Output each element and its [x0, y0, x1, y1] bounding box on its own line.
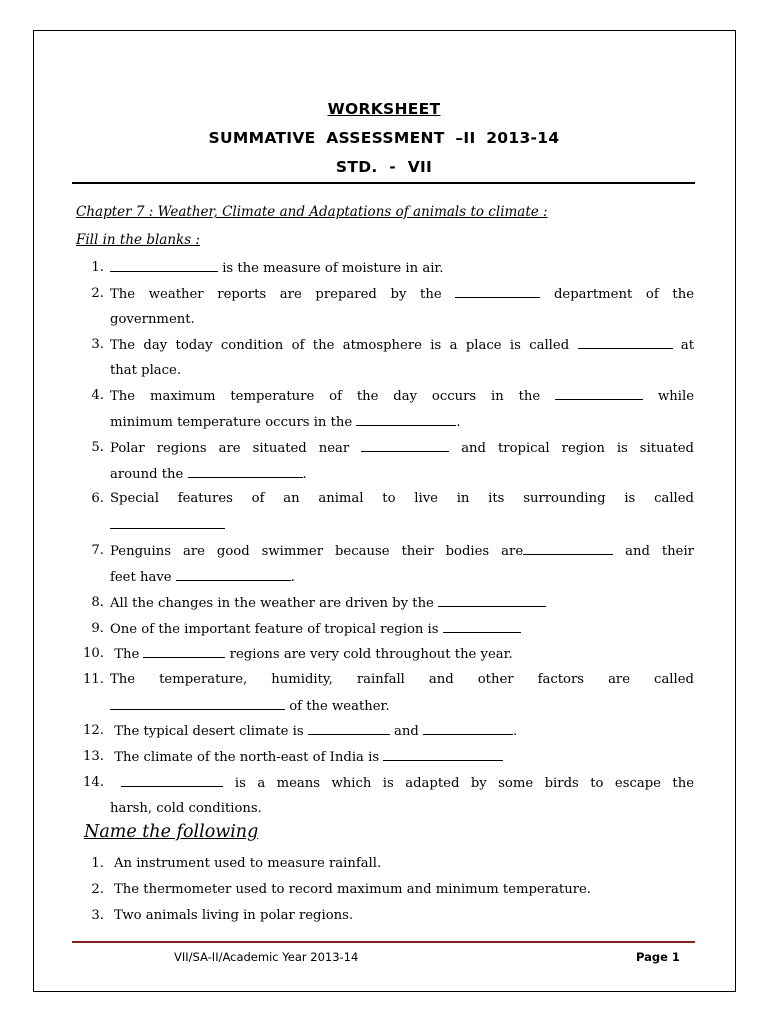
question-text	[110, 697, 390, 716]
answer-blank[interactable]	[361, 439, 449, 452]
name-item-text: An instrument used to measure rainfall.	[114, 856, 382, 871]
question-text	[110, 568, 295, 587]
chapter-heading: Chapter 7 : Weather, Climate and Adaptations of animals to climate :	[76, 204, 548, 220]
name-item-text: Two animals living in polar regions.	[114, 908, 354, 923]
question-number: 10.	[83, 646, 104, 661]
question-fragment: The temperature, humidity, rainfall and other factors are called	[110, 672, 694, 687]
question-number: 2.	[91, 286, 104, 301]
answer-blank[interactable]	[455, 285, 540, 298]
question-fragment: The maximum temperature of the day occurs in the	[110, 389, 556, 404]
question-fragment: The	[110, 647, 144, 662]
question-text	[110, 387, 694, 406]
question-fragment: department of the	[540, 287, 694, 302]
question-number: 3.	[91, 337, 104, 352]
question-number: 9.	[91, 621, 104, 636]
question-fragment	[110, 776, 121, 791]
footer-divider	[72, 941, 695, 943]
question-text	[110, 413, 461, 432]
question-fragment: regions are very cold throughout the year.	[225, 647, 513, 662]
question-number: 11.	[83, 672, 104, 687]
answer-blank[interactable]	[423, 722, 513, 735]
question-text	[110, 516, 225, 535]
question-text	[110, 490, 694, 508]
question-text	[110, 620, 694, 639]
question-number: 8.	[91, 595, 104, 610]
question-text	[110, 645, 694, 664]
question-fragment: and tropical region is situated	[449, 441, 694, 456]
question-fragment: and their	[613, 544, 694, 559]
question-fragment: while	[643, 389, 694, 404]
answer-blank[interactable]	[143, 645, 225, 658]
question-text	[110, 259, 694, 278]
question-text	[110, 439, 694, 458]
question-fragment: One of the important feature of tropical region is	[110, 622, 443, 637]
answer-blank[interactable]	[110, 697, 285, 710]
page-subtitle: SUMMATIVE ASSESSMENT –II 2013-14	[208, 129, 560, 147]
answer-blank[interactable]	[110, 516, 225, 529]
question-number: 12.	[83, 723, 104, 738]
question-fragment: All the changes in the weather are driven by the	[110, 596, 439, 611]
question-fragment: Special features of an animal to live in its surrounding is called	[110, 491, 694, 506]
std-label: STD. - VII	[335, 158, 433, 176]
section-name-following: Name the following	[84, 822, 259, 842]
question-fragment: .	[302, 467, 307, 482]
question-text	[110, 311, 195, 329]
question-fragment: Polar regions are situated near	[110, 441, 362, 456]
header-divider	[72, 182, 695, 184]
question-number: 4.	[91, 388, 104, 403]
question-fragment: at	[672, 338, 695, 353]
question-text	[110, 722, 694, 741]
question-fragment: The typical desert climate is	[110, 724, 308, 739]
question-text	[110, 594, 694, 613]
question-text	[110, 362, 181, 380]
footer-left: VII/SA-II/Academic Year 2013-14	[174, 950, 359, 964]
name-item-number: 1.	[91, 856, 104, 871]
question-text	[110, 465, 307, 484]
question-fragment: government.	[110, 312, 195, 327]
question-fragment: .	[513, 724, 518, 739]
question-text	[110, 671, 694, 689]
question-number: 1.	[91, 260, 104, 275]
question-fragment: Penguins are good swimmer because their bodies are	[110, 544, 524, 559]
question-fragment: The weather reports are prepared by the	[110, 287, 456, 302]
question-text	[110, 748, 694, 767]
answer-blank[interactable]	[578, 336, 673, 349]
question-number: 13.	[83, 749, 104, 764]
section-fill-blanks: Fill in the blanks :	[76, 232, 200, 248]
question-fragment: .	[290, 570, 295, 585]
question-fragment: of the weather.	[285, 699, 390, 714]
answer-blank[interactable]	[438, 594, 546, 607]
question-fragment: The climate of the north-east of India is	[110, 750, 384, 765]
answer-blank[interactable]	[110, 259, 218, 272]
question-number: 14.	[83, 775, 104, 790]
question-fragment: .	[456, 415, 461, 430]
answer-blank[interactable]	[176, 568, 291, 581]
question-fragment: minimum temperature occurs in the	[110, 415, 357, 430]
name-item-text: The thermometer used to record maximum and minimum temperature.	[114, 882, 591, 897]
answer-blank[interactable]	[356, 413, 456, 426]
question-text	[110, 336, 694, 355]
question-text	[110, 542, 694, 561]
question-fragment: The day today condition of the atmosphere is a place is called	[110, 338, 578, 353]
answer-blank[interactable]	[555, 387, 643, 400]
question-number: 6.	[91, 491, 104, 506]
name-item-number: 2.	[91, 882, 104, 897]
question-fragment: feet have	[110, 570, 176, 585]
question-fragment: harsh, cold conditions.	[110, 801, 262, 816]
question-text	[110, 285, 694, 304]
name-item-number: 3.	[91, 908, 104, 923]
answer-blank[interactable]	[383, 748, 503, 761]
question-fragment: that place.	[110, 363, 182, 378]
question-text	[110, 774, 694, 793]
answer-blank[interactable]	[121, 774, 223, 787]
question-text	[110, 800, 262, 818]
question-fragment: around the	[110, 467, 188, 482]
page-title: WORKSHEET	[327, 100, 441, 118]
page-number: Page 1	[636, 950, 680, 964]
answer-blank[interactable]	[523, 542, 613, 555]
answer-blank[interactable]	[443, 620, 521, 633]
question-number: 7.	[91, 543, 104, 558]
question-fragment: and	[389, 724, 424, 739]
answer-blank[interactable]	[188, 465, 303, 478]
answer-blank[interactable]	[308, 722, 390, 735]
question-fragment: is the measure of moisture in air.	[218, 261, 444, 276]
question-number: 5.	[91, 440, 104, 455]
question-fragment: is a means which is adapted by some birds to escape the	[223, 776, 694, 791]
